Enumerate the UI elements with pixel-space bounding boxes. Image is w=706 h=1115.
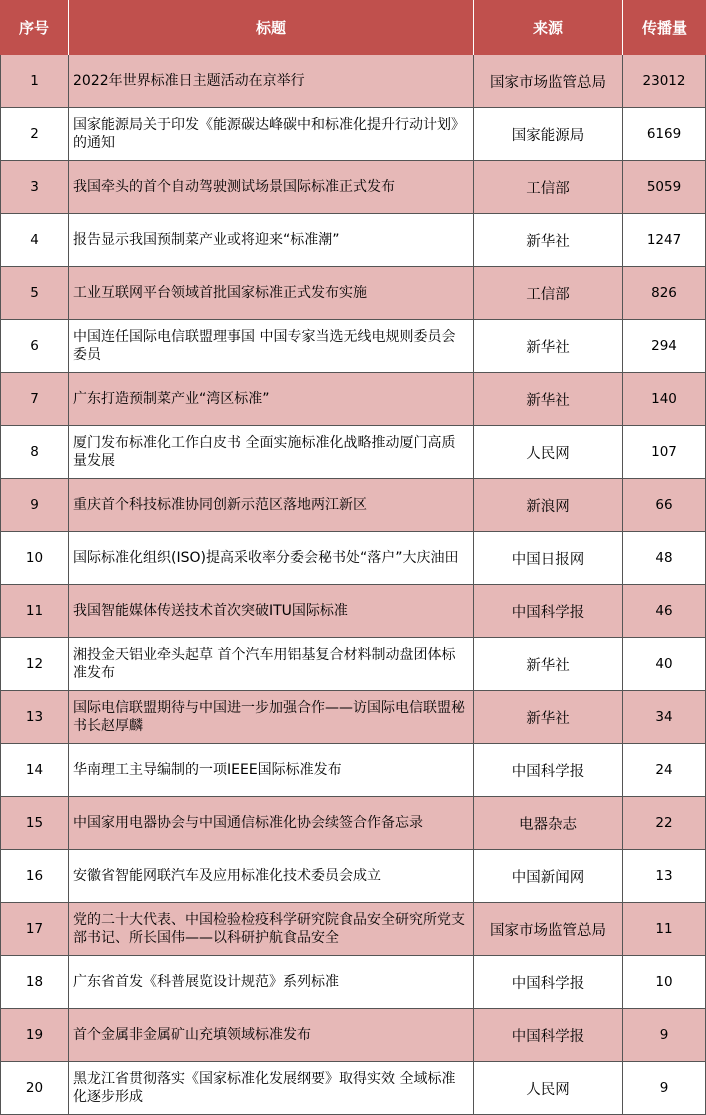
table-row — [0, 1009, 706, 1062]
row-index: 10 — [0, 532, 69, 584]
row-title: 工业互联网平台领域首批国家标准正式发布实施 — [69, 267, 474, 319]
row-source: 中国科学报 — [474, 956, 623, 1008]
row-spread: 6169 — [623, 108, 706, 160]
row-source: 国家能源局 — [474, 108, 623, 160]
row-source: 新华社 — [474, 691, 623, 743]
row-index: 18 — [0, 956, 69, 1008]
row-index: 17 — [0, 903, 69, 955]
table-row — [0, 55, 706, 108]
row-source: 新华社 — [474, 320, 623, 372]
header-title: 标题 — [69, 0, 474, 55]
row-index: 6 — [0, 320, 69, 372]
row-spread: 66 — [623, 479, 706, 531]
header-source: 来源 — [474, 0, 623, 55]
row-title: 重庆首个科技标准协同创新示范区落地两江新区 — [69, 479, 474, 531]
table-header — [0, 0, 706, 55]
row-source: 中国新闻网 — [474, 850, 623, 902]
row-spread: 24 — [623, 744, 706, 796]
row-title: 国家能源局关于印发《能源碳达峰碳中和标准化提升行动计划》的通知 — [69, 108, 474, 160]
table-row — [0, 532, 706, 585]
row-spread: 140 — [623, 373, 706, 425]
row-title: 湘投金天铝业牵头起草 首个汽车用铝基复合材料制动盘团体标准发布 — [69, 638, 474, 690]
row-index: 5 — [0, 267, 69, 319]
row-title: 中国连任国际电信联盟理事国 中国专家当选无线电规则委员会委员 — [69, 320, 474, 372]
table-row — [0, 1062, 706, 1115]
row-title: 我国智能媒体传送技术首次突破ITU国际标准 — [69, 585, 474, 637]
table-row — [0, 638, 706, 691]
row-title: 报告显示我国预制菜产业或将迎来“标准潮” — [69, 214, 474, 266]
row-index: 16 — [0, 850, 69, 902]
row-title: 广东省首发《科普展览设计规范》系列标准 — [69, 956, 474, 1008]
row-index: 14 — [0, 744, 69, 796]
header-spread: 传播量 — [641, 19, 687, 37]
row-source: 中国日报网 — [474, 532, 623, 584]
row-spread: 23012 — [623, 55, 706, 107]
row-index: 19 — [0, 1009, 69, 1061]
row-index: 11 — [0, 585, 69, 637]
row-index: 13 — [0, 691, 69, 743]
row-source: 人民网 — [474, 1062, 623, 1114]
row-title: 中国家用电器协会与中国通信标准化协会续签合作备忘录 — [69, 797, 474, 849]
row-index: 9 — [0, 479, 69, 531]
row-source: 中国科学报 — [474, 744, 623, 796]
row-source: 工信部 — [474, 161, 623, 213]
row-spread: 34 — [623, 691, 706, 743]
row-index: 8 — [0, 426, 69, 478]
row-spread: 11 — [623, 903, 706, 955]
table-row — [0, 479, 706, 532]
table-row — [0, 161, 706, 214]
row-source: 中国科学报 — [474, 585, 623, 637]
row-title: 安徽省智能网联汽车及应用标准化技术委员会成立 — [69, 850, 474, 902]
row-title: 广东打造预制菜产业“湾区标准” — [69, 373, 474, 425]
row-spread: 40 — [623, 638, 706, 690]
row-title: 我国牵头的首个自动驾驶测试场景国际标准正式发布 — [69, 161, 474, 213]
table-row — [0, 691, 706, 744]
row-source: 中国科学报 — [474, 1009, 623, 1061]
row-index: 1 — [0, 55, 69, 107]
row-spread: 9 — [623, 1009, 706, 1061]
table-row — [0, 267, 706, 320]
row-spread: 1247 — [623, 214, 706, 266]
row-title: 2022年世界标准日主题活动在京举行 — [69, 55, 474, 107]
row-title: 厦门发布标准化工作白皮书 全面实施标准化战略推动厦门高质量发展 — [69, 426, 474, 478]
row-index: 12 — [0, 638, 69, 690]
header-index: 序号 — [0, 0, 69, 55]
row-source: 新华社 — [474, 638, 623, 690]
row-spread: 107 — [623, 426, 706, 478]
table-row — [0, 956, 706, 1009]
row-title: 国际电信联盟期待与中国进一步加强合作——访国际电信联盟秘书长赵厚麟 — [69, 691, 474, 743]
row-source: 新浪网 — [474, 479, 623, 531]
table-row — [0, 903, 706, 956]
row-index: 2 — [0, 108, 69, 160]
row-spread: 22 — [623, 797, 706, 849]
table-row — [0, 850, 706, 903]
table-row — [0, 585, 706, 638]
table-row — [0, 744, 706, 797]
table-row — [0, 214, 706, 267]
row-index: 20 — [0, 1062, 69, 1114]
row-source: 国家市场监管总局 — [474, 55, 623, 107]
table-row — [0, 108, 706, 161]
row-source: 国家市场监管总局 — [474, 903, 623, 955]
row-source: 电器杂志 — [474, 797, 623, 849]
table-row — [0, 373, 706, 426]
row-spread: 826 — [623, 267, 706, 319]
table-row — [0, 426, 706, 479]
row-title: 华南理工主导编制的一项IEEE国际标准发布 — [69, 744, 474, 796]
table-row — [0, 797, 706, 850]
row-spread: 10 — [623, 956, 706, 1008]
row-title: 党的二十大代表、中国检验检疫科学研究院食品安全研究所党支部书记、所长国伟——以科研护航食品安全 — [69, 903, 474, 955]
row-source: 新华社 — [474, 214, 623, 266]
table-row — [0, 320, 706, 373]
row-index: 3 — [0, 161, 69, 213]
row-spread: 5059 — [623, 161, 706, 213]
row-source: 工信部 — [474, 267, 623, 319]
row-source: 新华社 — [474, 373, 623, 425]
row-index: 7 — [0, 373, 69, 425]
row-index: 4 — [0, 214, 69, 266]
row-spread: 294 — [623, 320, 706, 372]
row-spread: 9 — [623, 1062, 706, 1114]
row-source: 人民网 — [474, 426, 623, 478]
row-title: 黑龙江省贯彻落实《国家标准化发展纲要》取得实效 全域标准化逐步形成 — [69, 1062, 474, 1114]
row-title: 首个金属非金属矿山充填领域标准发布 — [69, 1009, 474, 1061]
row-index: 15 — [0, 797, 69, 849]
row-spread: 48 — [623, 532, 706, 584]
row-spread: 13 — [623, 850, 706, 902]
row-title: 国际标准化组织(ISO)提高采收率分委会秘书处“落户”大庆油田 — [69, 532, 474, 584]
row-spread: 46 — [623, 585, 706, 637]
